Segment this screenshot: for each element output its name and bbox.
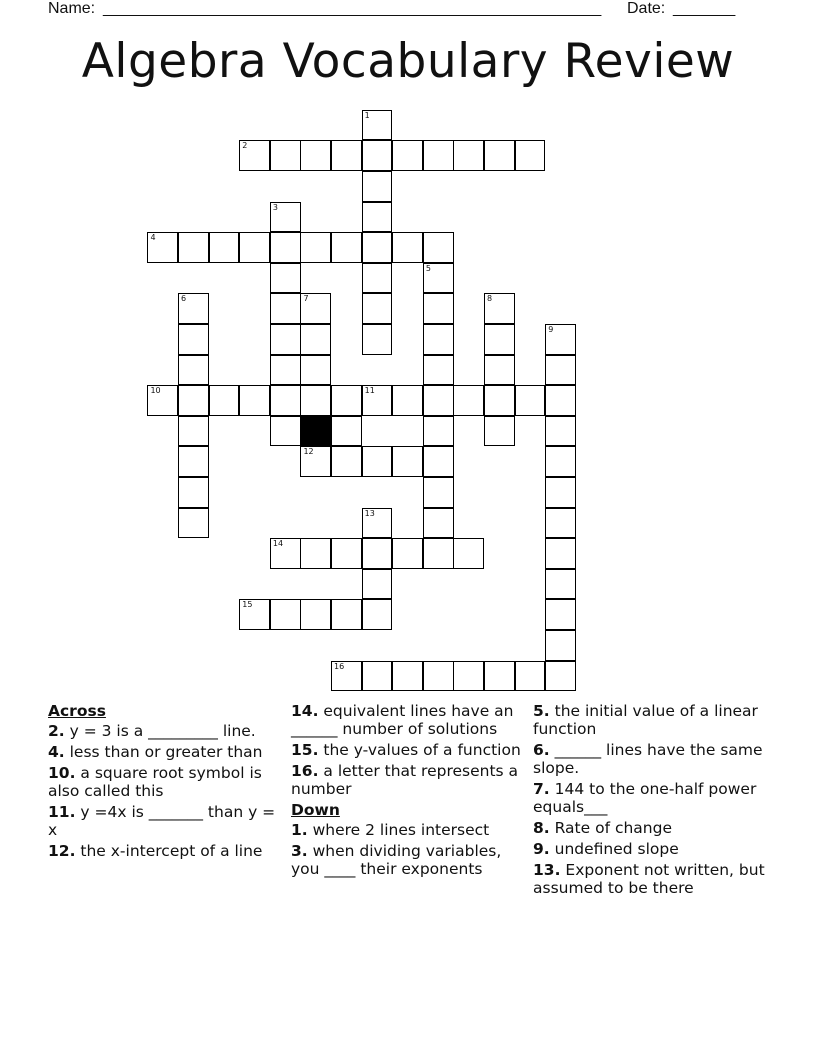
crossword-cell[interactable] bbox=[178, 324, 209, 355]
clue-item bbox=[291, 741, 523, 759]
clue-number: 1 bbox=[364, 110, 370, 120]
crossword-cell[interactable] bbox=[545, 630, 576, 661]
crossword-cell[interactable] bbox=[178, 446, 209, 477]
crossword-cell[interactable] bbox=[545, 446, 576, 477]
clue-item-number: 14. bbox=[291, 702, 319, 720]
clue-number: 4 bbox=[150, 233, 156, 243]
crossword-cell[interactable] bbox=[147, 232, 178, 263]
crossword-cell[interactable] bbox=[270, 538, 301, 569]
crossword-cell[interactable] bbox=[331, 446, 362, 477]
clue-item-number: 16. bbox=[291, 762, 319, 780]
crossword-cell[interactable] bbox=[423, 416, 454, 447]
crossword-cell[interactable] bbox=[362, 171, 393, 202]
crossword-cell[interactable] bbox=[392, 385, 423, 416]
clue-item-number: 8. bbox=[533, 819, 550, 837]
clue-item-number: 3. bbox=[291, 842, 308, 860]
clue-section-heading: Down bbox=[291, 801, 340, 819]
clue-number: 12 bbox=[303, 447, 314, 457]
crossword-cell[interactable] bbox=[362, 661, 393, 692]
crossword-cell[interactable] bbox=[362, 293, 393, 324]
crossword-cell[interactable] bbox=[239, 385, 270, 416]
crossword-cell[interactable] bbox=[423, 477, 454, 508]
crossword-cell[interactable] bbox=[331, 232, 362, 263]
crossword-cell[interactable] bbox=[453, 538, 484, 569]
crossword-cell[interactable] bbox=[392, 538, 423, 569]
crossword-cell[interactable] bbox=[178, 508, 209, 539]
clue-section-heading: Across bbox=[48, 702, 106, 720]
crossword-cell[interactable] bbox=[545, 508, 576, 539]
clue-number: 2 bbox=[242, 141, 248, 151]
clues-column-2 bbox=[291, 702, 523, 881]
clue-item-text: ______ lines have the same slope. bbox=[533, 741, 763, 777]
crossword-cell[interactable] bbox=[545, 385, 576, 416]
crossword-cell[interactable] bbox=[423, 232, 454, 263]
crossword-cell[interactable] bbox=[331, 385, 362, 416]
crossword-cell[interactable] bbox=[270, 324, 301, 355]
clue-number: 16 bbox=[334, 661, 345, 671]
crossword-cell[interactable] bbox=[362, 538, 393, 569]
crossword-cell[interactable] bbox=[300, 355, 331, 386]
crossword-cell[interactable] bbox=[362, 599, 393, 630]
clue-item-text: a letter that represents a number bbox=[291, 762, 519, 798]
crossword-cell[interactable] bbox=[178, 477, 209, 508]
crossword-cell[interactable] bbox=[300, 232, 331, 263]
clue-item bbox=[533, 861, 765, 897]
crossword-cell[interactable] bbox=[515, 385, 546, 416]
clue-item bbox=[533, 840, 765, 858]
crossword-cell[interactable] bbox=[362, 569, 393, 600]
crossword-cell[interactable] bbox=[453, 661, 484, 692]
crossword-cell[interactable] bbox=[423, 446, 454, 477]
clue-item bbox=[48, 803, 280, 839]
clue-item-number: 11. bbox=[48, 803, 76, 821]
clue-item bbox=[533, 819, 765, 837]
clues-column-3 bbox=[533, 702, 765, 900]
crossword-cell[interactable] bbox=[484, 293, 515, 324]
page-title: Algebra Vocabulary Review bbox=[81, 34, 735, 89]
clue-number: 5 bbox=[425, 263, 431, 273]
clue-number: 3 bbox=[272, 202, 278, 212]
crossword-cell[interactable] bbox=[545, 661, 576, 692]
crossword-cell[interactable] bbox=[331, 661, 362, 692]
crossword-cell[interactable] bbox=[545, 477, 576, 508]
clue-number: 11 bbox=[364, 386, 375, 396]
crossword-cell[interactable] bbox=[300, 324, 331, 355]
clue-item-text: less than or greater than bbox=[64, 743, 263, 761]
clue-item-text: a square root symbol is also called this bbox=[48, 764, 262, 800]
clue-item-text: Rate of change bbox=[549, 819, 672, 837]
crossword-cell[interactable] bbox=[423, 385, 454, 416]
crossword-cell[interactable] bbox=[362, 508, 393, 539]
crossword-block-cell bbox=[300, 416, 331, 447]
clue-item-number: 12. bbox=[48, 842, 76, 860]
crossword-cell[interactable] bbox=[453, 140, 484, 171]
clue-item-text: y = 3 is a _________ line. bbox=[64, 722, 256, 740]
clue-item-text: the y-values of a function bbox=[318, 741, 521, 759]
clue-item bbox=[533, 780, 765, 816]
clue-number: 8 bbox=[487, 294, 493, 304]
crossword-cell[interactable] bbox=[362, 446, 393, 477]
crossword-cell[interactable] bbox=[270, 232, 301, 263]
clue-item bbox=[533, 741, 765, 777]
crossword-cell[interactable] bbox=[300, 293, 331, 324]
clue-item-number: 4. bbox=[48, 743, 65, 761]
crossword-cell[interactable] bbox=[362, 140, 393, 171]
clue-number: 6 bbox=[181, 294, 187, 304]
crossword-cell[interactable] bbox=[545, 355, 576, 386]
clue-number: 14 bbox=[272, 539, 284, 549]
crossword-cell[interactable] bbox=[270, 385, 301, 416]
clue-number: 10 bbox=[150, 386, 161, 396]
clue-item bbox=[533, 702, 765, 738]
clue-item bbox=[291, 762, 523, 798]
clue-item-number: 7. bbox=[533, 780, 550, 798]
clue-item bbox=[48, 764, 280, 800]
crossword-cell[interactable] bbox=[423, 661, 454, 692]
clue-item bbox=[48, 743, 280, 761]
clue-item-text: the x-intercept of a line bbox=[75, 842, 263, 860]
crossword-cell[interactable] bbox=[270, 263, 301, 294]
crossword-cell[interactable] bbox=[392, 446, 423, 477]
crossword-cell[interactable] bbox=[392, 661, 423, 692]
crossword-cell[interactable] bbox=[178, 232, 209, 263]
crossword-cell[interactable] bbox=[484, 140, 515, 171]
crossword-cell[interactable] bbox=[331, 140, 362, 171]
crossword-cell[interactable] bbox=[300, 385, 331, 416]
clue-number: 13 bbox=[364, 508, 375, 518]
crossword-cell[interactable] bbox=[515, 140, 546, 171]
crossword-cell[interactable] bbox=[270, 355, 301, 386]
clue-number: 7 bbox=[303, 294, 309, 304]
clue-item-text: where 2 lines intersect bbox=[307, 821, 490, 839]
clue-item-number: 15. bbox=[291, 741, 319, 759]
crossword-cell[interactable] bbox=[147, 385, 178, 416]
clue-item-number: 5. bbox=[533, 702, 550, 720]
clue-item-text: Exponent not written, but assumed to be there bbox=[533, 861, 765, 897]
crossword-cell[interactable] bbox=[423, 263, 454, 294]
crossword-cell[interactable] bbox=[178, 355, 209, 386]
crossword-cell[interactable] bbox=[239, 140, 270, 171]
crossword-cell[interactable] bbox=[178, 416, 209, 447]
crossword-cell[interactable] bbox=[209, 385, 240, 416]
crossword-cell[interactable] bbox=[239, 232, 270, 263]
crossword-cell[interactable] bbox=[270, 202, 301, 233]
crossword-cell[interactable] bbox=[423, 508, 454, 539]
crossword-cell[interactable] bbox=[484, 355, 515, 386]
clue-item-text: when dividing variables, you ____ their exponents bbox=[291, 842, 502, 878]
clue-item-number: 2. bbox=[48, 722, 65, 740]
crossword-cell[interactable] bbox=[362, 110, 393, 141]
crossword-cell[interactable] bbox=[392, 232, 423, 263]
clue-item-text: the initial value of a linear function bbox=[533, 702, 758, 738]
clue-item-text: y =4x is _______ than y = x bbox=[48, 803, 276, 839]
crossword-cell[interactable] bbox=[362, 202, 393, 233]
crossword-cell[interactable] bbox=[484, 416, 515, 447]
clue-item bbox=[291, 842, 523, 878]
clue-number: 9 bbox=[548, 325, 554, 335]
crossword-cell[interactable] bbox=[423, 140, 454, 171]
clue-item bbox=[48, 842, 280, 860]
date-line: _______ bbox=[673, 0, 736, 17]
crossword-cell[interactable] bbox=[392, 140, 423, 171]
crossword-cell[interactable] bbox=[545, 569, 576, 600]
clue-item-number: 9. bbox=[533, 840, 550, 858]
crossword-cell[interactable] bbox=[545, 416, 576, 447]
crossword-cell[interactable] bbox=[331, 416, 362, 447]
crossword-cell[interactable] bbox=[423, 355, 454, 386]
clue-item-text: undefined slope bbox=[549, 840, 679, 858]
clue-item-number: 10. bbox=[48, 764, 76, 782]
clue-item bbox=[291, 702, 523, 738]
date-label: Date: bbox=[627, 0, 666, 17]
clue-item bbox=[48, 722, 280, 740]
clue-item-text: 144 to the one-half power equals___ bbox=[533, 780, 757, 816]
crossword-cell[interactable] bbox=[545, 324, 576, 355]
clue-item bbox=[291, 821, 523, 839]
crossword-cell[interactable] bbox=[545, 599, 576, 630]
crossword-cell[interactable] bbox=[239, 599, 270, 630]
crossword-cell[interactable] bbox=[362, 232, 393, 263]
name-label: Name: bbox=[48, 0, 96, 17]
clue-number: 15 bbox=[242, 600, 253, 610]
crossword-cell[interactable] bbox=[362, 263, 393, 294]
clue-item-number: 6. bbox=[533, 741, 550, 759]
clue-item-number: 13. bbox=[533, 861, 561, 879]
crossword-cell[interactable] bbox=[209, 232, 240, 263]
crossword-cell[interactable] bbox=[423, 293, 454, 324]
crossword-cell[interactable] bbox=[362, 385, 393, 416]
crossword-cell[interactable] bbox=[270, 416, 301, 447]
crossword-cell[interactable] bbox=[270, 293, 301, 324]
crossword-cell[interactable] bbox=[270, 599, 301, 630]
clue-item-number: 1. bbox=[291, 821, 308, 839]
crossword-cell[interactable] bbox=[331, 599, 362, 630]
name-line: ________________________________________________________ bbox=[103, 0, 602, 17]
crossword-cell[interactable] bbox=[423, 324, 454, 355]
crossword-cell[interactable] bbox=[484, 385, 515, 416]
crossword-cell[interactable] bbox=[178, 293, 209, 324]
crossword-cell[interactable] bbox=[270, 140, 301, 171]
crossword-cell[interactable] bbox=[300, 446, 331, 477]
crossword-cell[interactable] bbox=[300, 140, 331, 171]
crossword-cell[interactable] bbox=[300, 599, 331, 630]
crossword-cell[interactable] bbox=[484, 661, 515, 692]
crossword-cell[interactable] bbox=[515, 661, 546, 692]
crossword-cell[interactable] bbox=[362, 324, 393, 355]
crossword-cell[interactable] bbox=[545, 538, 576, 569]
crossword-cell[interactable] bbox=[331, 538, 362, 569]
crossword-cell[interactable] bbox=[484, 324, 515, 355]
crossword-cell[interactable] bbox=[423, 538, 454, 569]
clues-column-1 bbox=[48, 702, 280, 863]
crossword-cell[interactable] bbox=[178, 385, 209, 416]
crossword-cell[interactable] bbox=[300, 538, 331, 569]
clue-item-text: equivalent lines have an ______ number of solutions bbox=[291, 702, 514, 738]
crossword-cell[interactable] bbox=[453, 385, 484, 416]
